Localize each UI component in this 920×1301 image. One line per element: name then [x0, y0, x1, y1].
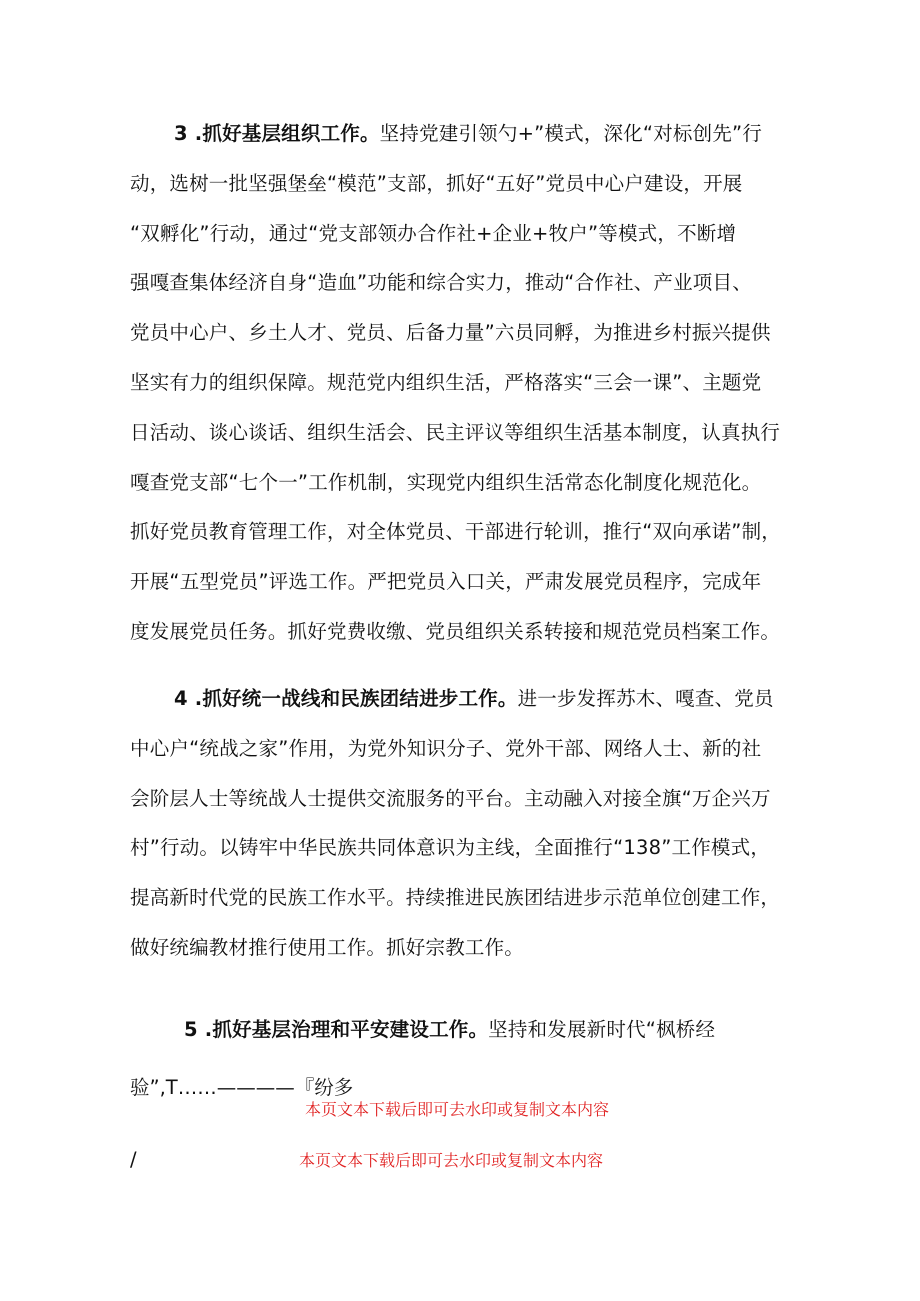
paragraph-line: 度发展党员任务。抓好党费收缴、党员组织关系转接和规范党员档案工作。 [130, 619, 781, 643]
paragraph-line: 动，选树一批坚强堡垒“模范”支部，抓好“五好”党员中心户建设，开展 [130, 171, 743, 195]
paragraph-line: 做好统编教材推行使用工作。抓好宗教工作。 [130, 935, 525, 959]
paragraph-line: 日活动、谈心谈话、组织生活会、民主评议等组织生活基本制度，认真执行 [130, 420, 781, 444]
section-heading: 5 .抓好基层治理和平安建设工作。 [184, 1018, 489, 1041]
continuation-line: 验”,T……————『纷多 [130, 1076, 354, 1099]
watermark-notice: 本页文本下载后即可去水印或复制文本内容 [299, 1151, 604, 1170]
paragraph-line [130, 109, 800, 159]
paragraph-line: 中心户“统战之家”作用，为党外知识分子、党外干部、网络人士、新的社 [130, 736, 762, 760]
section-heading: 3 .抓好基层组织工作。 [174, 122, 380, 145]
section-3-paragraph [130, 109, 800, 657]
line-text: 进一步发挥苏木、嘎查、党员 [517, 687, 774, 710]
paragraph-line: 坚实有力的组织保障。规范党内组织生活，严格落实“三会一课”、主题党 [130, 370, 762, 394]
line-text: 坚持和发展新时代“枫桥经 [488, 1018, 716, 1041]
paragraph-line: 抓好党员教育管理工作，对全体党员、干部进行轮训，推行“双向承诺”制， [130, 520, 782, 544]
paragraph-line: 嘎查党支部“七个一”工作机制，实现党内组织生活常态化制度化规范化。 [130, 470, 762, 494]
paragraph-line: “双孵化”行动，通过“党支部领办合作社+企业+牧户”等模式，不断增 [130, 221, 737, 245]
paragraph-line: 会阶层人士等统战人士提供交流服务的平台。主动融入对接全旗“万企兴万 [130, 786, 771, 810]
section-5-paragraph [130, 1005, 800, 1055]
section-4-paragraph [130, 674, 800, 973]
watermark-notice: 本页文本下载后即可去水印或复制文本内容 [305, 1100, 610, 1119]
paragraph-line [130, 674, 800, 724]
slash-mark: / [130, 1148, 137, 1171]
section-heading: 4 .抓好统一战线和民族团结进步工作。 [174, 687, 518, 710]
paragraph-line [130, 1005, 800, 1055]
paragraph-line: 村”行动。以铸牢中华民族共同体意识为主线，全面推行“138”工作模式， [130, 836, 771, 860]
paragraph-line: 党员中心户、乡土人才、党员、后备力量”六员同孵，为推进乡村振兴提供 [130, 321, 771, 345]
paragraph-line: 提高新时代党的民族工作水平。持续推进民族团结进步示范单位创建工作， [130, 886, 781, 910]
line-text: 坚持党建引领勺+”模式，深化“对标创先”行 [379, 122, 763, 145]
paragraph-line: 开展“五型党员”评选工作。严把党员入口关，严肃发展党员程序，完成年 [130, 570, 762, 594]
paragraph-line: 强嘎查集体经济自身“造血”功能和综合实力，推动“合作社、产业项目、 [130, 271, 752, 295]
